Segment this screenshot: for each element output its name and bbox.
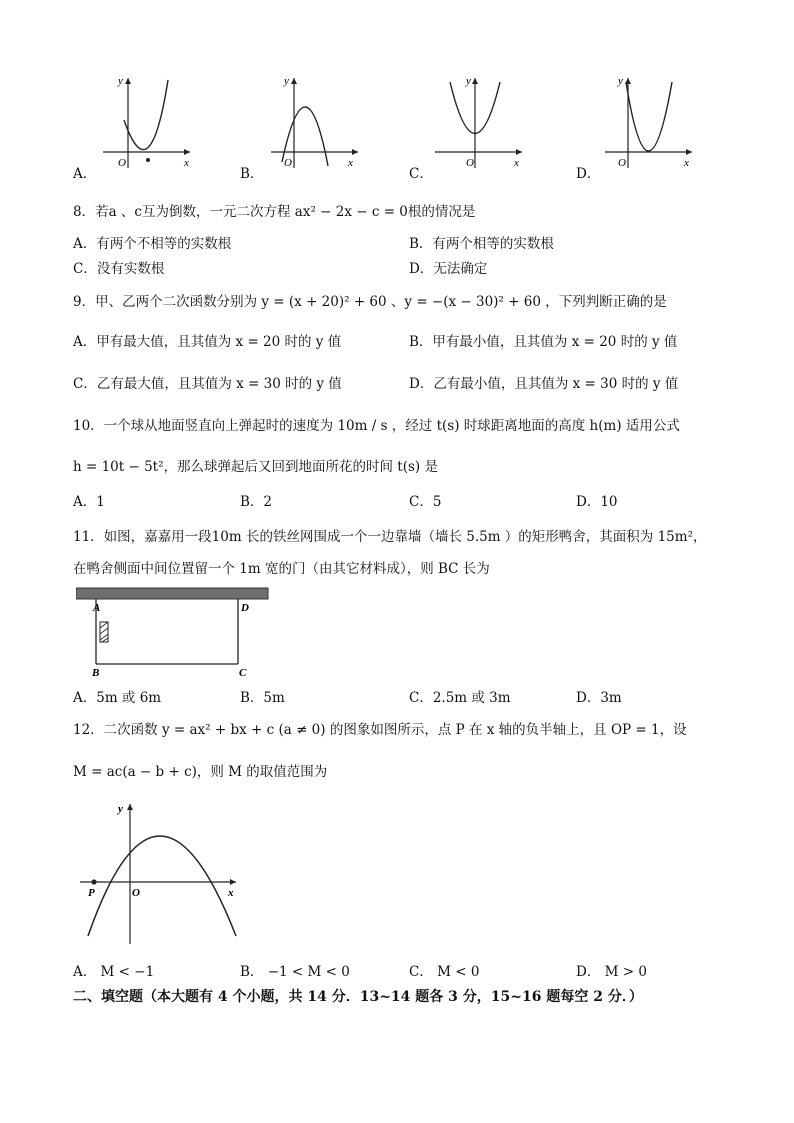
q12-stem-line2: M = ac(a − b + c)，则 M 的取值范围为 (73, 764, 328, 780)
x-label: x (684, 157, 689, 169)
q7-graph-a-svg (98, 70, 198, 170)
q10-option-d[interactable]: D．10 (576, 494, 618, 510)
q8-stem: 8．若a 、c互为倒数，一元二次方程 ax² − 2x − c = 0根的情况是 (73, 204, 476, 220)
point-p (91, 879, 96, 884)
q12-option-a[interactable]: A． M < −1 (73, 964, 155, 980)
q7-graph-c (430, 70, 530, 174)
q12-option-b[interactable]: B． −1 < M < 0 (240, 964, 350, 980)
q12-option-c[interactable]: C． M < 0 (409, 964, 480, 980)
q11-figure (76, 586, 270, 680)
q10-stem-line2: h = 10t − 5t²，那么球弹起后又回到地面所花的时间 t(s) 是 (73, 459, 438, 475)
q11-option-d[interactable]: D．3m (576, 690, 622, 706)
q11-option-a[interactable]: A．5m 或 6m (73, 690, 162, 706)
x-label: x (228, 887, 234, 899)
q11-stem-line2: 在鸭舍侧面中间位置留一个 1m 宽的门（由其它材料成），则 BC 长为 (73, 561, 490, 577)
q7-graph-c-svg (430, 70, 530, 170)
q9-stem: 9．甲、乙两个二次函数分别为 y = (x + 20)² + 60 、y = −(x − 30)² + 60 ，下列判断正确的是 (73, 294, 667, 310)
q8-option-b[interactable]: B．有两个相等的实数根 (409, 236, 554, 252)
q7-option-a[interactable]: A． (73, 166, 97, 182)
q12-figure-svg (74, 796, 244, 946)
q12-option-d[interactable]: D． M > 0 (576, 964, 647, 980)
origin-label: O (466, 157, 474, 169)
q10-stem-line1: 10．一个球从地面竖直向上弹起时的速度为 10m / s ，经过 t(s) 时球距离地面的高度 h(m) 适用公式 (73, 418, 680, 434)
origin-label: O (284, 157, 292, 169)
y-label: y (466, 75, 471, 87)
y-label: y (118, 803, 123, 815)
q10-option-b[interactable]: B．2 (240, 494, 273, 510)
q8-option-d[interactable]: D．无法确定 (409, 261, 488, 277)
y-label: y (118, 75, 123, 87)
q11-option-c[interactable]: C．2.5m 或 3m (409, 690, 511, 706)
wall (76, 588, 268, 599)
q11-stem-line1: 11．如图，嘉嘉用一段10m 长的铁丝网围成一个一边靠墙（墙长 5.5m ）的矩形鸭舍，其面积为 15m²， (73, 529, 707, 545)
q8-option-c[interactable]: C．没有实数根 (73, 261, 165, 277)
x-label: x (514, 157, 519, 169)
y-label: y (284, 75, 289, 87)
q7-graph-b-svg (266, 70, 366, 170)
q10-option-c[interactable]: C．5 (409, 494, 442, 510)
p-label: P (88, 887, 95, 899)
q9-option-a[interactable]: A．甲有最大值，且其值为 x = 20 时的 y 值 (73, 334, 342, 350)
q7-graph-b (266, 70, 366, 174)
q8-option-a[interactable]: A．有两个不相等的实数根 (73, 236, 232, 252)
label-c: C (239, 667, 247, 676)
q11-figure-svg (76, 586, 270, 676)
origin-label: O (118, 157, 126, 169)
q10-option-a[interactable]: A．1 (73, 494, 105, 510)
q9-option-b[interactable]: B．甲有最小值，且其值为 x = 20 时的 y 值 (409, 334, 678, 350)
x-label: x (184, 157, 189, 169)
label-b: B (92, 667, 100, 676)
label-a: A (93, 602, 101, 614)
origin-label: O (132, 887, 140, 899)
q11-option-b[interactable]: B．5m (240, 690, 285, 706)
x-label: x (348, 157, 353, 169)
q7-option-c[interactable]: C． (409, 166, 433, 182)
q12-figure (74, 796, 244, 950)
q9-option-c[interactable]: C．乙有最大值，且其值为 x = 30 时的 y 值 (73, 376, 342, 392)
origin-label: O (618, 157, 626, 169)
label-d: D (241, 602, 249, 614)
q9-option-d[interactable]: D．乙有最小值，且其值为 x = 30 时的 y 值 (409, 376, 679, 392)
q7-graph-d (600, 70, 700, 174)
q12-stem-line1: 12．二次函数 y = ax² + bx + c (a ≠ 0) 的图象如图所示，点 P 在 x 轴的负半轴上，且 OP = 1，设 (73, 722, 687, 738)
y-label: y (618, 75, 623, 87)
q7-graph-d-svg (600, 70, 700, 170)
q7-graph-a (98, 70, 198, 174)
q7-option-b[interactable]: B． (240, 166, 264, 182)
q7-option-d[interactable]: D． (576, 166, 601, 182)
section-2-title: 二、填空题（本大题有 4 个小题，共 14 分．13~14 题各 3 分，15~16 题每空 2 分．） (73, 989, 643, 1005)
